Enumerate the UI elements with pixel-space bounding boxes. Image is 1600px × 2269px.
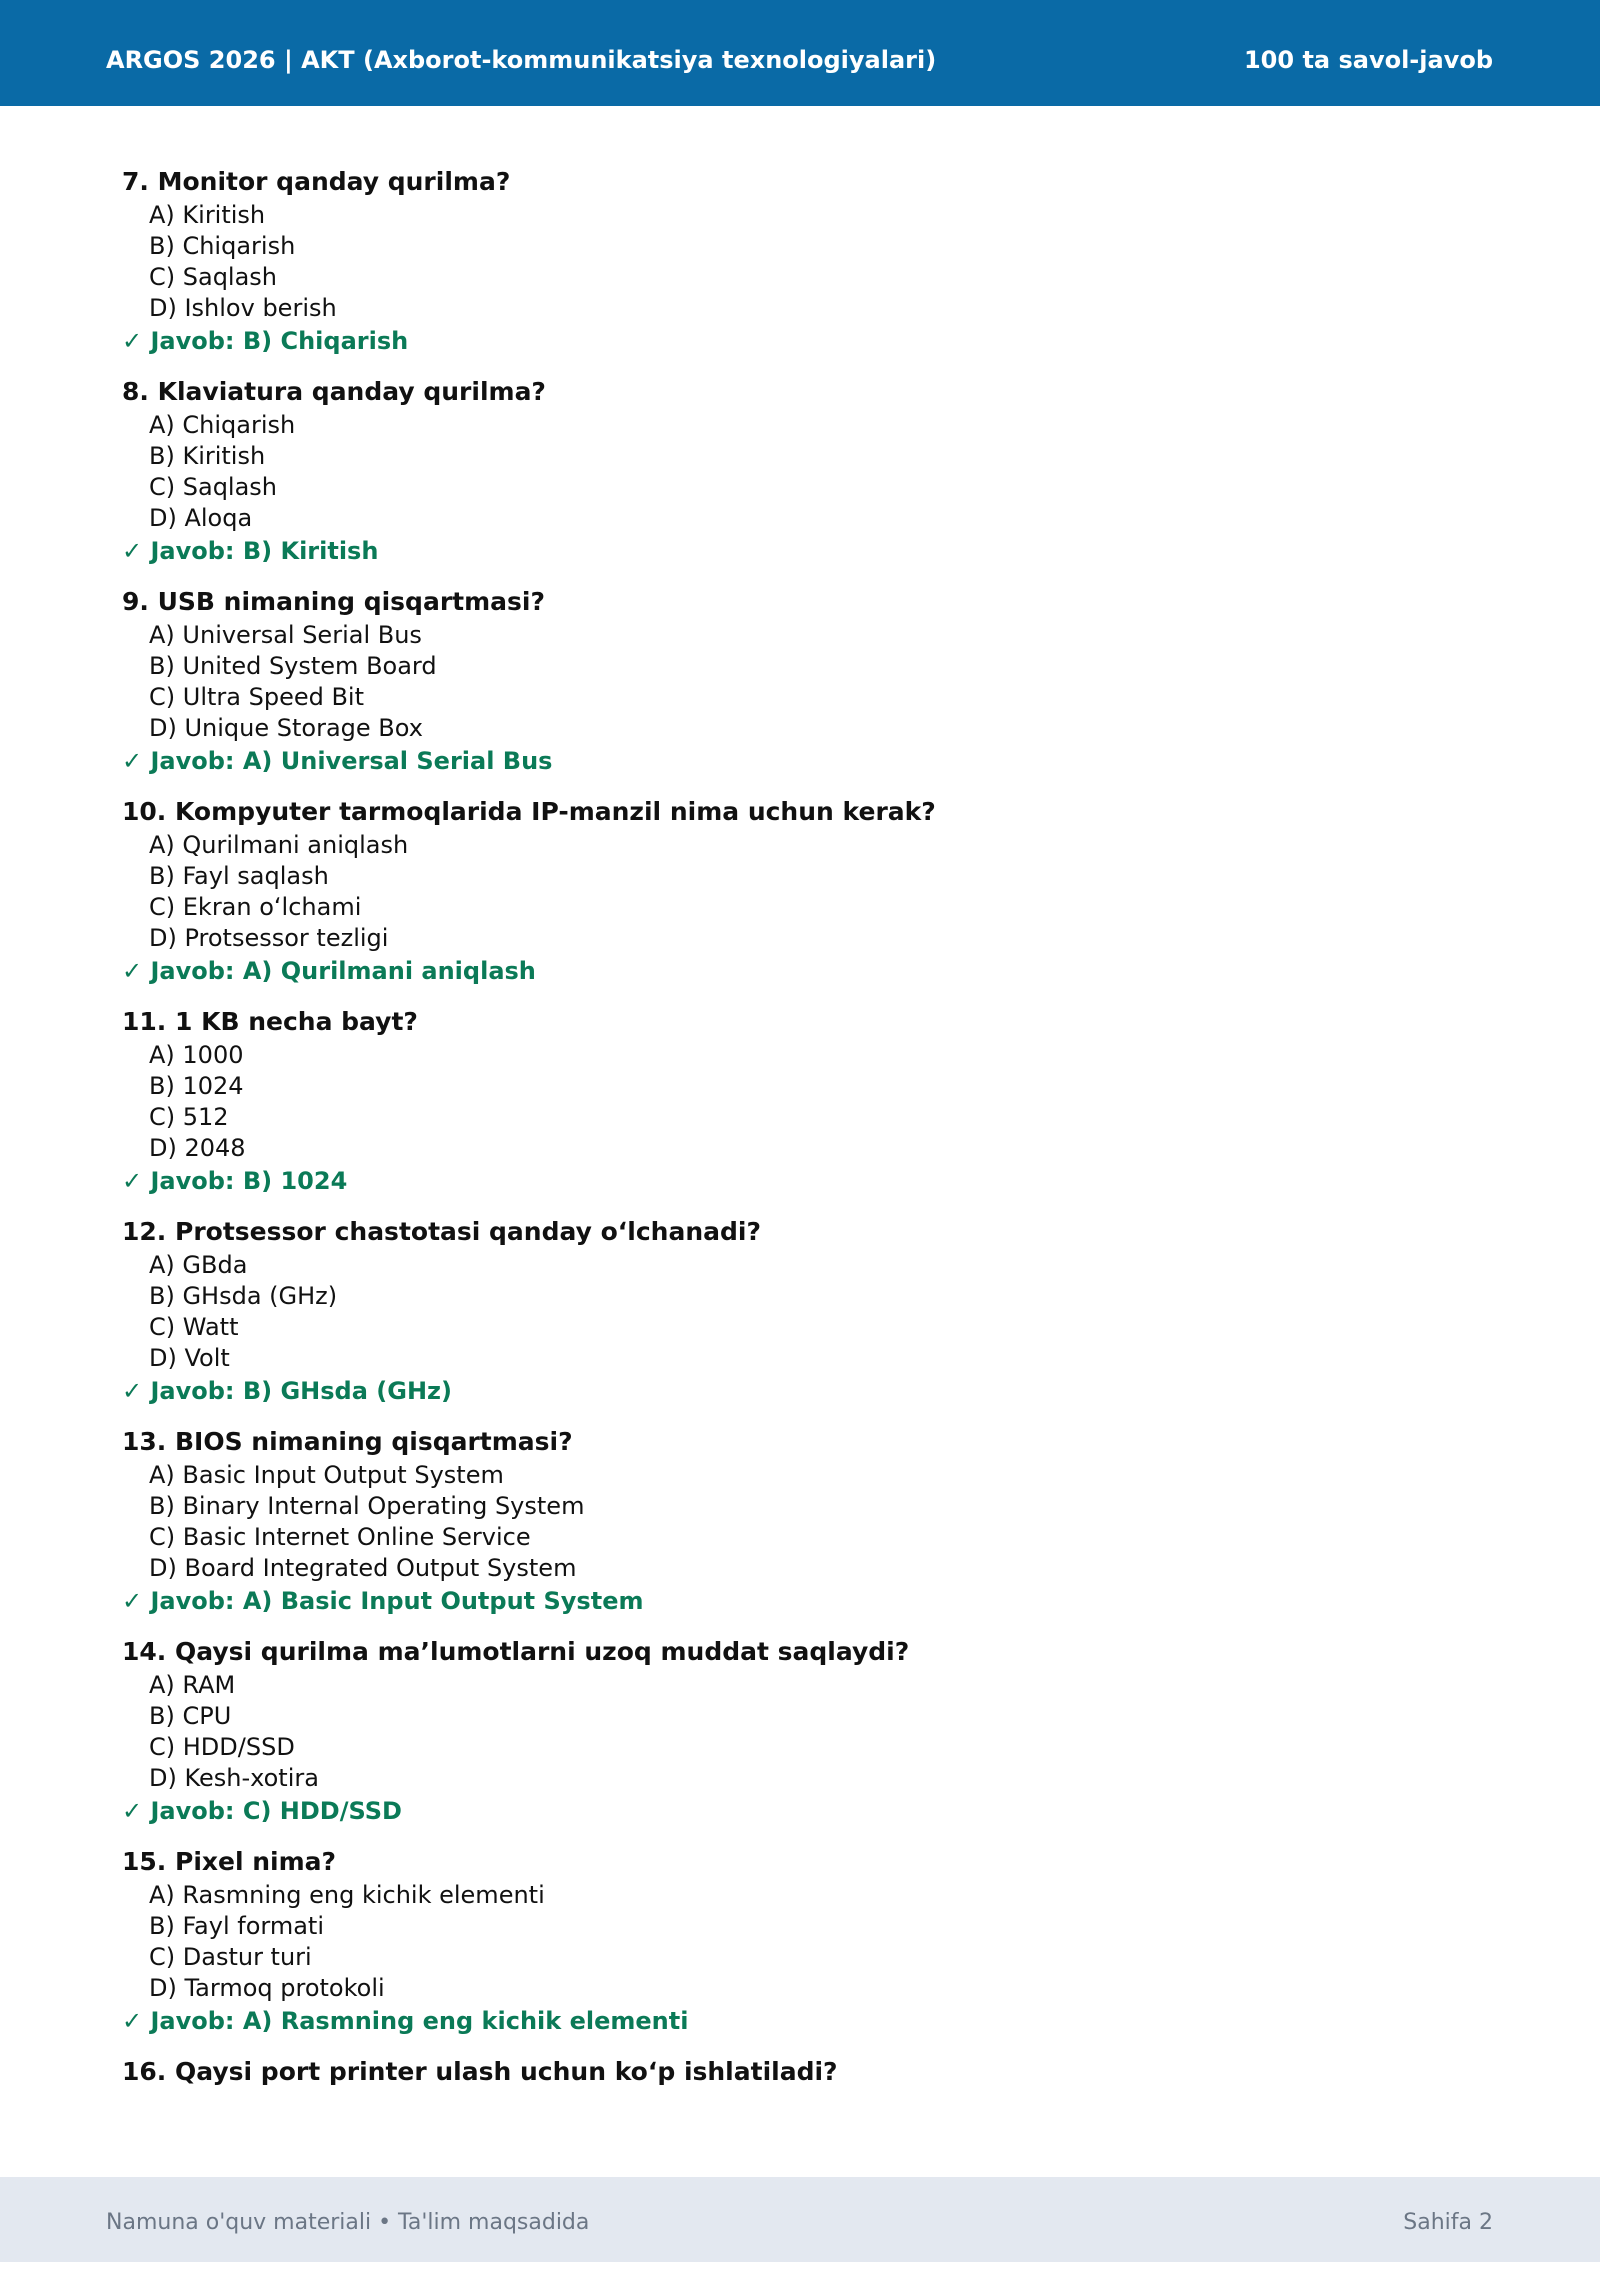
correct-answer: ✓ Javob: A) Basic Input Output System bbox=[122, 1587, 644, 1615]
footer-note: Namuna o'quv materiali • Ta'lim maqsadida bbox=[106, 2210, 590, 2235]
option-b: B) Binary Internal Operating System bbox=[149, 1492, 585, 1520]
option-c: C) Watt bbox=[149, 1313, 239, 1341]
option-b: B) CPU bbox=[149, 1702, 232, 1730]
option-b: B) 1024 bbox=[149, 1072, 244, 1100]
correct-answer: ✓ Javob: A) Rasmning eng kichik elementi bbox=[122, 2007, 689, 2035]
option-b: B) Chiqarish bbox=[149, 232, 296, 260]
option-d: D) Ishlov berish bbox=[149, 294, 337, 322]
option-d: D) Aloqa bbox=[149, 504, 253, 532]
question-block bbox=[122, 164, 1502, 360]
question-block bbox=[122, 1214, 1502, 1410]
option-a: A) RAM bbox=[149, 1671, 236, 1699]
option-c: C) Basic Internet Online Service bbox=[149, 1523, 531, 1551]
option-a: A) GBda bbox=[149, 1251, 248, 1279]
question-block bbox=[122, 1004, 1502, 1200]
option-b: B) Kiritish bbox=[149, 442, 266, 470]
question-block bbox=[122, 1844, 1502, 2040]
question-title: 7. Monitor qanday qurilma? bbox=[122, 167, 511, 196]
question-block bbox=[122, 1634, 1502, 1830]
option-b: B) Fayl formati bbox=[149, 1912, 325, 1940]
option-d: D) 2048 bbox=[149, 1134, 246, 1162]
option-d: D) Board Integrated Output System bbox=[149, 1554, 577, 1582]
option-c: C) Dastur turi bbox=[149, 1943, 312, 1971]
correct-answer: ✓ Javob: C) HDD/SSD bbox=[122, 1797, 402, 1825]
question-block bbox=[122, 584, 1502, 780]
option-a: A) Qurilmani aniqlash bbox=[149, 831, 409, 859]
question-title: 8. Klaviatura qanday qurilma? bbox=[122, 377, 546, 406]
correct-answer: ✓ Javob: B) 1024 bbox=[122, 1167, 348, 1195]
option-c: C) HDD/SSD bbox=[149, 1733, 295, 1761]
question-title: 15. Pixel nima? bbox=[122, 1847, 337, 1876]
question-block bbox=[122, 374, 1502, 570]
option-c: C) Ultra Speed Bit bbox=[149, 683, 365, 711]
option-c: C) Saqlash bbox=[149, 263, 278, 291]
document-title: ARGOS 2026 | AKT (Axborot-kommunikatsiya texnologiyalari) bbox=[106, 46, 937, 74]
question-title: 14. Qaysi qurilma ma’lumotlarni uzoq muddat saqlaydi? bbox=[122, 1637, 910, 1666]
correct-answer: ✓ Javob: B) GHsda (GHz) bbox=[122, 1377, 452, 1405]
page-number: Sahifa 2 bbox=[1403, 2210, 1493, 2235]
option-d: D) Unique Storage Box bbox=[149, 714, 423, 742]
page-header bbox=[0, 0, 1600, 106]
question-list bbox=[122, 164, 1502, 2104]
option-a: A) Chiqarish bbox=[149, 411, 296, 439]
question-title: 13. BIOS nimaning qisqartmasi? bbox=[122, 1427, 573, 1456]
question-title: 10. Kompyuter tarmoqlarida IP-manzil nima uchun kerak? bbox=[122, 797, 936, 826]
option-a: A) Kiritish bbox=[149, 201, 266, 229]
option-b: B) United System Board bbox=[149, 652, 437, 680]
option-a: A) 1000 bbox=[149, 1041, 244, 1069]
option-d: D) Volt bbox=[149, 1344, 230, 1372]
option-b: B) Fayl saqlash bbox=[149, 862, 329, 890]
question-block bbox=[122, 2054, 1502, 2090]
correct-answer: ✓ Javob: B) Chiqarish bbox=[122, 327, 409, 355]
question-title: 9. USB nimaning qisqartmasi? bbox=[122, 587, 545, 616]
correct-answer: ✓ Javob: B) Kiritish bbox=[122, 537, 379, 565]
option-d: D) Protsessor tezligi bbox=[149, 924, 389, 952]
option-c: C) Ekran oʻlchami bbox=[149, 893, 362, 921]
question-count-label: 100 ta savol-javob bbox=[1243, 46, 1493, 74]
option-c: C) Saqlash bbox=[149, 473, 278, 501]
correct-answer: ✓ Javob: A) Universal Serial Bus bbox=[122, 747, 553, 775]
question-block bbox=[122, 1424, 1502, 1620]
option-a: A) Universal Serial Bus bbox=[149, 621, 422, 649]
option-d: D) Kesh-xotira bbox=[149, 1764, 319, 1792]
option-b: B) GHsda (GHz) bbox=[149, 1282, 338, 1310]
page-footer bbox=[0, 2177, 1600, 2262]
question-title: 11. 1 KB necha bayt? bbox=[122, 1007, 418, 1036]
question-title: 12. Protsessor chastotasi qanday oʻlchanadi? bbox=[122, 1217, 761, 1246]
correct-answer: ✓ Javob: A) Qurilmani aniqlash bbox=[122, 957, 536, 985]
question-title: 16. Qaysi port printer ulash uchun koʻp ishlatiladi? bbox=[122, 2057, 838, 2086]
question-block bbox=[122, 794, 1502, 990]
option-c: C) 512 bbox=[149, 1103, 229, 1131]
option-d: D) Tarmoq protokoli bbox=[149, 1974, 385, 2002]
option-a: A) Rasmning eng kichik elementi bbox=[149, 1881, 545, 1909]
option-a: A) Basic Input Output System bbox=[149, 1461, 504, 1489]
